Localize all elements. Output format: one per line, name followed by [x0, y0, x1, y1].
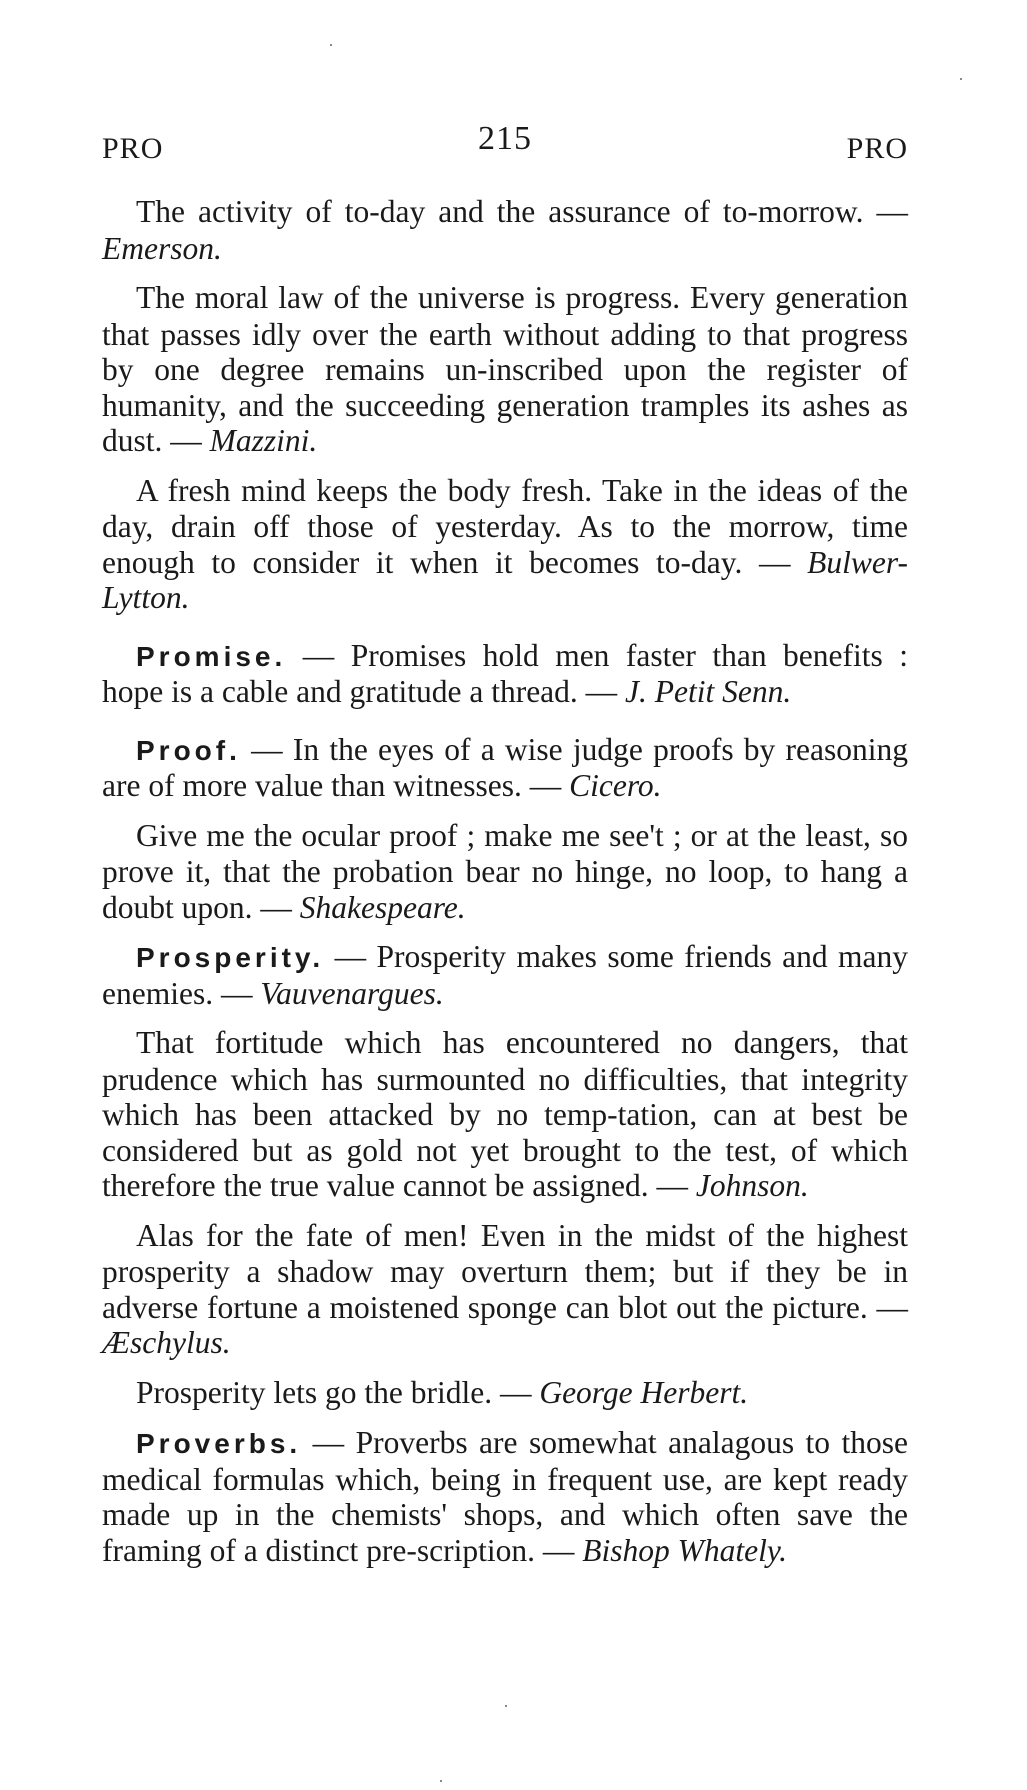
entry-author: J. Petit Senn. — [625, 674, 792, 709]
entry-text: Give me the ocular proof ; make me see't ; or at the least, so prove it, that the probation bear no hinge, no loop, to hang a doubt upon. — — [102, 817, 908, 925]
entry-heading: Prosperity. — [136, 942, 325, 973]
entry-author: Emerson. — [102, 230, 222, 266]
entry-author: George Herbert. — [539, 1374, 749, 1410]
quotation-entry — [102, 280, 908, 459]
entry-author: Cicero. — [569, 768, 662, 803]
running-head-right: PRO — [846, 132, 908, 165]
entry-text: The moral law of the universe is progress. Every generation that passes idly over the earth without adding to that progress by one degree remains un-inscribed upon the register of humanity, and the succeeding generation tramples its ashes as dust. — — [102, 280, 908, 458]
scan-speck — [960, 78, 962, 80]
quotation-entry — [102, 732, 908, 804]
entry-text: Prosperity lets go the bridle. — — [136, 1374, 540, 1410]
entry-text: — Proverbs are somewhat analagous to those medical formulas which, being in frequent use, are kept ready made up in the chemists' shops, and which often save the framing of a distinct pre-scription. — — [102, 1425, 908, 1568]
book-page — [102, 120, 908, 1582]
quotation-entry — [102, 1218, 908, 1361]
entry-text: The activity of to-day and the assurance of to-morrow. — — [136, 194, 908, 229]
scan-speck — [330, 44, 332, 46]
entry-author: Shakespeare. — [299, 889, 466, 925]
entry-text: — Promises hold men faster than benefits : hope is a cable and gratitude a thread. — — [102, 637, 908, 709]
scan-speck — [440, 1780, 442, 1782]
entry-author: Mazzini. — [209, 423, 318, 458]
quotation-list — [102, 194, 908, 1568]
page-number: 215 — [478, 120, 532, 157]
entry-text: — Prosperity makes some friends and many enemies. — — [102, 939, 908, 1011]
quotation-entry — [102, 939, 908, 1011]
quotation-entry — [102, 473, 908, 616]
running-head — [102, 120, 908, 170]
entry-author: Bishop Whately. — [582, 1532, 787, 1568]
entry-author: Æschylus. — [102, 1325, 231, 1360]
entry-text: That fortitude which has encountered no dangers, that prudence which has surmounted no difficulties, that integrity which has been attacked by no temp-tation, can at best be considered but as gold not yet brought to the test, of which therefore the true value cannot be assigned. — — [102, 1025, 908, 1203]
running-head-left: PRO — [102, 132, 164, 165]
quotation-entry — [102, 1375, 908, 1412]
entry-text: — In the eyes of a wise judge proofs by reasoning are of more value than witnesses. — — [102, 731, 908, 803]
entry-text: A fresh mind keeps the body fresh. Take in the ideas of the day, drain off those of yesterday. As to the morrow, time enough to consider it when it becomes to-day. — — [102, 472, 908, 580]
quotation-entry — [102, 638, 908, 710]
quotation-entry — [102, 194, 908, 266]
quotation-entry — [102, 818, 908, 926]
entry-heading: Promise. — [136, 640, 287, 672]
quotation-entry — [102, 1425, 908, 1568]
quotation-entry — [102, 1025, 908, 1204]
scan-speck — [505, 1705, 507, 1707]
entry-text: Alas for the fate of men! Even in the midst of the highest prosperity a shadow may overturn them; but if they be in adverse fortune a moistened sponge can blot out the picture. — — [102, 1217, 908, 1325]
entry-heading: Proverbs. — [136, 1428, 302, 1459]
entry-author: Bulwer-Lytton. — [102, 544, 908, 615]
entry-author: Johnson. — [695, 1168, 809, 1203]
entry-author: Vauvenargues. — [260, 975, 444, 1011]
entry-heading: Proof. — [136, 734, 241, 766]
